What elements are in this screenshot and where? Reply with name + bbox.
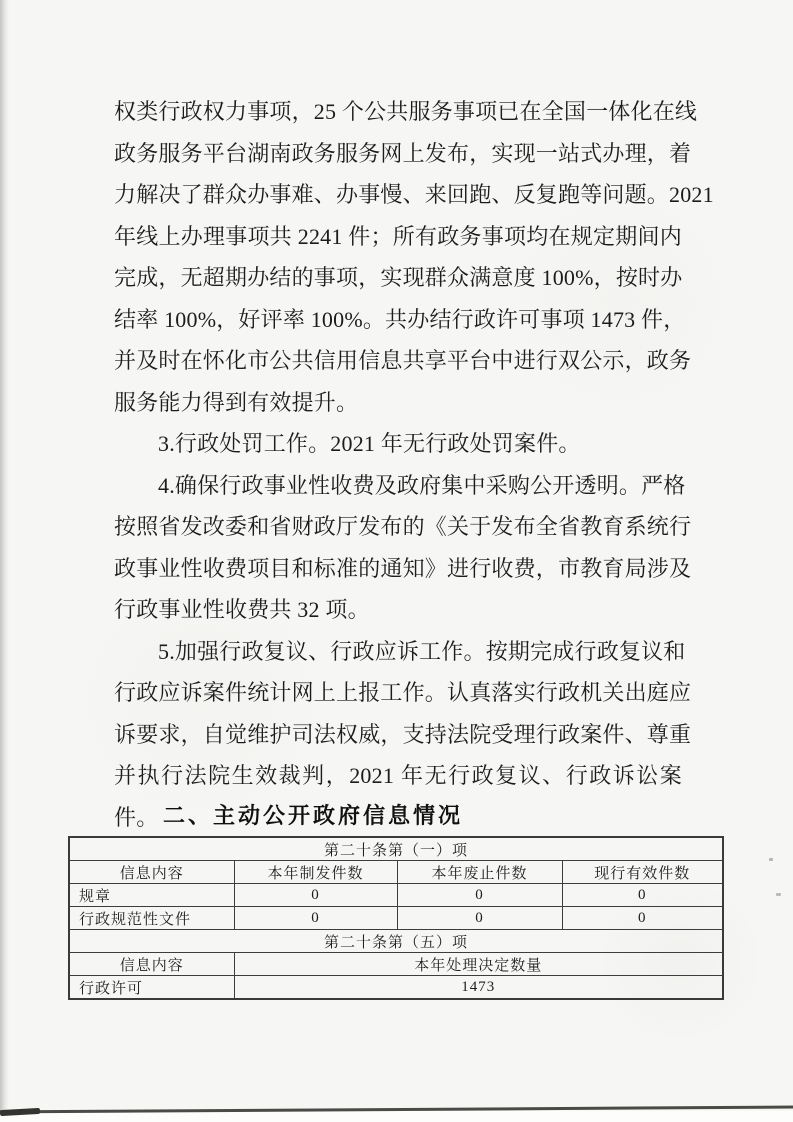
scan-left-edge-band	[0, 0, 9, 1112]
body-line: 行政应诉案件统计网上上报工作。认真落实行政机关出庭应	[114, 680, 692, 705]
table-row	[69, 930, 723, 953]
cell-value: 0	[562, 884, 723, 907]
row-label: 行政规范性文件	[69, 907, 234, 930]
cell-value: 0	[397, 907, 562, 930]
column-header: 信息内容	[69, 861, 234, 884]
table-row	[69, 953, 723, 976]
body-line: 并及时在怀化市公共信用信息共享平台中进行双公示，政务	[114, 348, 692, 373]
column-header: 本年废止件数	[397, 861, 562, 884]
body-line: 完成，无超期办结的事项，实现群众满意度 100%，按时办	[114, 265, 683, 290]
cell-value: 0	[397, 884, 562, 907]
body-line: 3.行政处罚工作。2021 年无行政处罚案件。	[158, 431, 581, 456]
body-line: 权类行政权力事项，25 个公共服务事项已在全国一体化在线	[114, 99, 698, 124]
section-heading: 二、主动公开政府信息情况	[163, 803, 464, 828]
body-line: 4.确保行政事业性收费及政府集中采购公开透明。严格	[158, 472, 686, 498]
body-text	[114, 91, 714, 838]
body-line: 行政事业性收费共 32 项。	[114, 597, 370, 622]
body-line: 政务服务平台湖南政务服务网上发布，实现一站式办理，着	[114, 140, 692, 166]
table-row	[69, 976, 723, 1000]
table-row	[69, 884, 723, 907]
scan-speck	[776, 893, 781, 896]
column-header: 现行有效件数	[562, 861, 723, 884]
body-line: 政事业性收费项目和标准的通知》进行收费，市教育局涉及	[114, 555, 692, 581]
body-line: 年线上办理事项共 2241 件；所有政务事项均在规定期间内	[114, 223, 682, 249]
body-line: 诉要求，自觉维护司法权威，支持法院受理行政案件、尊重	[114, 721, 692, 747]
body-line: 结率 100%，好评率 100%。共办结行政许可事项 1473 件，	[114, 306, 686, 332]
table-row	[69, 837, 723, 861]
row-label: 规章	[69, 884, 234, 907]
scan-speck	[769, 858, 773, 861]
body-line: 力解决了群众办事难、办事慢、来回跑、反复跑等问题。2021	[114, 182, 714, 207]
column-header: 本年处理决定数量	[234, 953, 723, 976]
table-section1-title: 第二十条第（一）项	[69, 837, 723, 861]
table-section2-title: 第二十条第（五）项	[69, 930, 723, 953]
body-line: 5.加强行政复议、行政应诉工作。按期完成行政复议和	[158, 638, 686, 664]
disclosure-statistics-table	[68, 836, 724, 1000]
table-row	[69, 861, 723, 884]
body-line: 并执行法院生效裁判，2021 年无行政复议、行政诉讼案件。	[114, 763, 682, 830]
cell-value: 0	[234, 907, 397, 930]
cell-value: 0	[562, 907, 723, 930]
column-header: 信息内容	[69, 953, 234, 976]
row-label: 行政许可	[69, 976, 234, 1000]
cell-value: 1473	[234, 976, 723, 1000]
body-line: 按照省发改委和省财政厅发布的《关于发布全省教育系统行	[114, 514, 692, 539]
table-row	[69, 907, 723, 930]
body-line: 服务能力得到有效提升。	[114, 389, 359, 415]
cell-value: 0	[234, 884, 397, 907]
column-header: 本年制发件数	[234, 861, 397, 884]
